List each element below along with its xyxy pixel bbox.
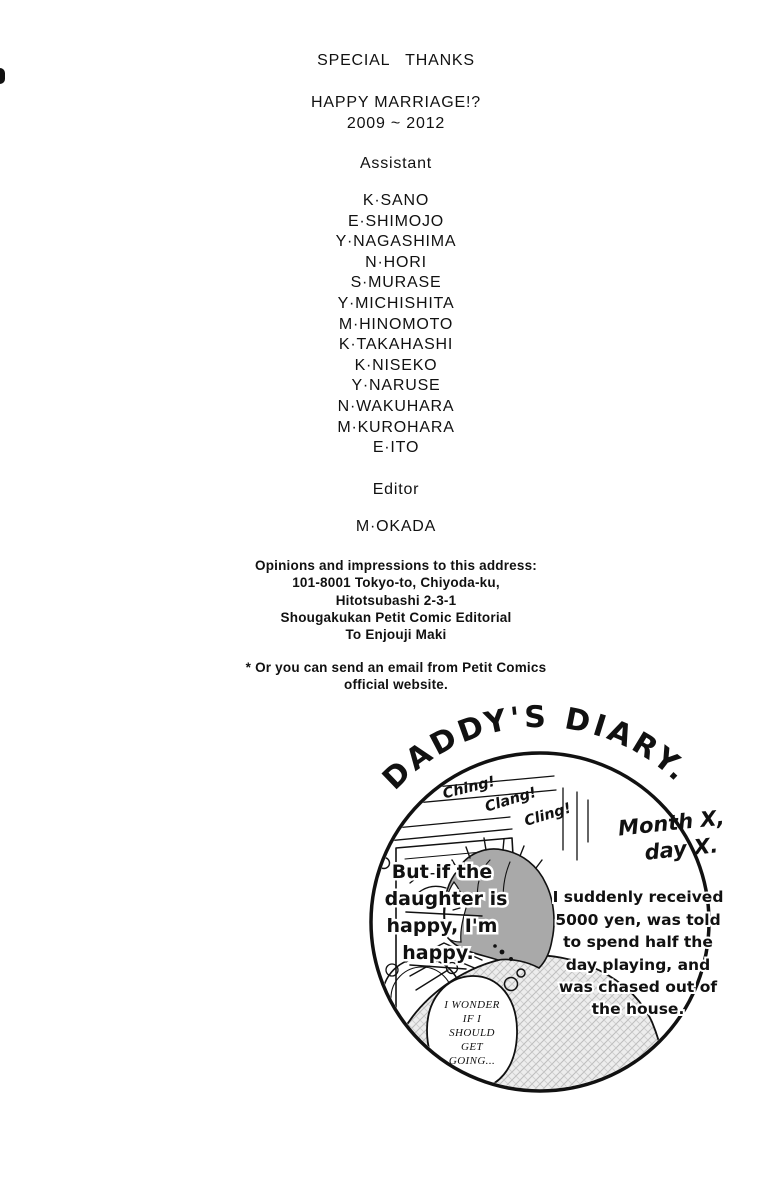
- left-caption-line: daughter is: [384, 888, 508, 910]
- assistant-name-list: [34, 191, 757, 459]
- editor-label: Editor: [372, 481, 420, 498]
- right-caption-line: I suddenly received: [552, 888, 724, 906]
- left-caption-line: But if the: [391, 861, 493, 883]
- assistant-name: N·WAKUHARA: [337, 397, 455, 415]
- right-caption-line: the house.: [591, 1000, 685, 1018]
- assistant-name: E·SHIMOJO: [347, 212, 445, 230]
- panel-title: DADDY'S DIARY.: [375, 700, 697, 797]
- bubble-line: SHOULD: [449, 1027, 495, 1039]
- sfx-ching: Ching!: [441, 773, 497, 803]
- sfx-clang: Clang!: [483, 784, 539, 816]
- assistant-name: E·ITO: [372, 439, 420, 457]
- assistant-label: Assistant: [359, 155, 433, 172]
- date-caption: [617, 806, 726, 865]
- right-caption-line: day playing, and: [565, 956, 711, 974]
- assistant-name: K·NISEKO: [354, 356, 438, 374]
- special-thanks-heading: SPECIAL THANKS: [317, 52, 475, 69]
- email-note: [34, 659, 757, 694]
- thought-bubble-text: [443, 999, 499, 1067]
- assistant-name: K·SANO: [362, 192, 430, 209]
- page-edge-mark: [0, 68, 5, 84]
- note-line: official website.: [344, 677, 448, 693]
- bubble-line: IF I: [462, 1013, 482, 1025]
- right-caption-line: 5000 yen, was told: [555, 911, 721, 929]
- address-block: [34, 557, 757, 643]
- assistant-name: K·TAKAHASHI: [338, 336, 454, 354]
- series-title-block: [34, 92, 757, 134]
- assistant-name: M·KUROHARA: [337, 418, 455, 436]
- editor-name: M·OKADA: [355, 518, 437, 535]
- note-line: * Or you can send an email from Petit Comics: [245, 660, 547, 675]
- right-caption-line: to spend half the: [563, 933, 713, 951]
- bubble-line: GOING...: [448, 1055, 496, 1067]
- date-line-1: Month X,: [616, 805, 726, 841]
- date-line-2: day X.: [643, 833, 720, 865]
- assistant-name: S·MURASE: [350, 274, 442, 292]
- sfx-cling: Cling!: [522, 800, 574, 830]
- assistant-name: N·HORI: [365, 253, 427, 271]
- series-years: 2009 ~ 2012: [346, 115, 446, 132]
- assistant-name: M·HINOMOTO: [338, 315, 454, 333]
- assistant-name: Y·MICHISHITA: [337, 294, 455, 312]
- assistant-name: Y·NAGASHIMA: [335, 233, 457, 251]
- address-line: 101-8001 Tokyo-to, Chiyoda-ku,: [292, 575, 500, 591]
- address-line: Opinions and impressions to this address:: [255, 558, 537, 573]
- address-line: Shougakukan Petit Comic Editorial: [280, 609, 512, 625]
- address-line: Hitotsubashi 2-3-1: [335, 592, 457, 608]
- series-title: HAPPY MARRIAGE!?: [311, 94, 481, 111]
- bubble-line: GET: [461, 1041, 483, 1053]
- left-caption-line: happy, I'm: [386, 915, 498, 937]
- address-line: To Enjouji Maki: [345, 627, 447, 643]
- left-caption-line: happy.: [402, 942, 474, 964]
- right-caption-line: was chased out of: [558, 978, 718, 996]
- bubble-line: I WONDER: [444, 999, 500, 1011]
- daddys-diary-panel: [340, 700, 757, 1130]
- assistant-name: Y·NARUSE: [351, 377, 441, 395]
